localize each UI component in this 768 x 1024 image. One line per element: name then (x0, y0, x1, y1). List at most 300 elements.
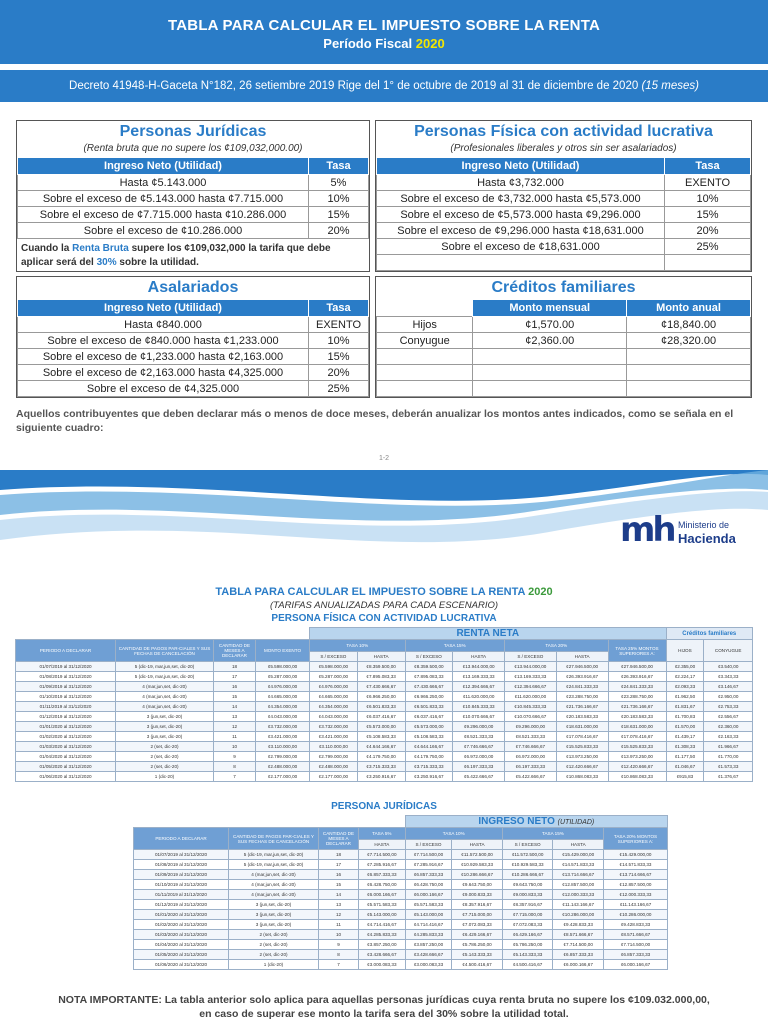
h-periodo: PERIODO A DECLARAR (134, 828, 229, 850)
table-cell: 8 (319, 950, 359, 960)
table-cell: ¢9.296.000,00 (453, 722, 505, 732)
table-cell: ¢3.715.333,33 (357, 762, 405, 772)
section-juridica-title: PERSONA JURÍDICAS (331, 801, 437, 812)
group-sub: (UTILIDAD) (557, 819, 595, 826)
table-cell: ¢24.841.333,33 (556, 682, 608, 692)
table-row (134, 940, 668, 950)
table-cell: 15 (214, 692, 256, 702)
table-cell: ¢27.946.500,00 (608, 662, 666, 672)
table-cell: ¢10.929.583,33 (452, 860, 503, 870)
table-cell: ¢2.177.000,00 (310, 772, 358, 782)
panel-title: Personas Jurídicas (119, 123, 267, 140)
empty-row (377, 349, 751, 365)
table-cell: ¢2.799.000,00 (256, 752, 310, 762)
table-cell: 01/09/2019 al 31/12/2020 (16, 682, 116, 692)
col-ingreso: Ingreso Neto (Utilidad) (377, 158, 665, 175)
table-cell: 3 (jun,set, dic-20) (116, 712, 214, 722)
juridica-annualized-table (133, 815, 668, 970)
table-row (16, 752, 753, 762)
table-cell: Sobre el exceso de ¢4,325.000 (18, 381, 309, 397)
table-cell: ¢1.439,17 (666, 732, 704, 742)
table-cell: 3 (jun,set, dic-20) (116, 732, 214, 742)
table-row (18, 381, 369, 397)
h-hasta: HASTA (452, 840, 503, 850)
table-cell: 2 (set, dic-20) (229, 940, 319, 950)
table-cell: ¢24.841.333,33 (608, 682, 666, 692)
table-cell: ¢9.643.750,00 (502, 880, 553, 890)
h-tasa20: TASA 20% MONTOS SUPERIORES A: (604, 828, 668, 850)
table-cell: ¢2,360.00 (473, 333, 627, 349)
table-row (18, 317, 369, 333)
table-cell: 4 (mar,jun,set, dic-20) (116, 682, 214, 692)
table-cell: 4 (mar,jun,set, dic-20) (229, 880, 319, 890)
spacer (16, 628, 310, 640)
table-cell: Sobre el exceso de ¢18,631.000 (377, 239, 665, 255)
table-cell: 15% (665, 207, 751, 223)
h-sexceso: S / EXCESO (405, 840, 452, 850)
table-cell: ¢9.000.833,33 (502, 890, 553, 900)
renta-neta-header: RENTA NETA (310, 628, 667, 640)
table-cell: ¢1.962,50 (666, 692, 704, 702)
asalariados-table (17, 299, 369, 397)
table-cell: ¢7.714.500,00 (405, 850, 452, 860)
table-row (16, 742, 753, 752)
annualize-paragraph: Aquellos contribuyentes que deben declarar más o menos de doce meses, deberán anualizar los montos antes indicados, como se señala en el siguiente cuadro: (16, 408, 734, 434)
panel-title: Créditos familiares (491, 279, 636, 296)
table-cell: ¢12.420.666,67 (608, 762, 666, 772)
empty-cell (377, 349, 473, 365)
table-cell: ¢15.429.000,00 (604, 850, 668, 860)
table-cell: 01/05/2020 al 31/12/2020 (134, 950, 229, 960)
table-cell: Sobre el exceso de ¢5,573.000 hasta ¢9,296.000 (377, 207, 665, 223)
table-cell: 4 (mar,jun,set, dic-20) (229, 890, 319, 900)
table-cell: ¢10.845.333,33 (453, 702, 505, 712)
col-blank (377, 300, 473, 317)
table-cell: ¢13.973.250,00 (608, 752, 666, 762)
h-tasa10: TASA 10% (405, 828, 502, 840)
table-cell: ¢1.770,00 (704, 752, 753, 762)
col-mensual: Monto mensual (473, 300, 627, 317)
table-cell: 5 (dic-19, mar,jun,set, dic-20) (116, 672, 214, 682)
table-row (134, 850, 668, 860)
table-cell: ¢1.573,33 (704, 762, 753, 772)
table-cell: ¢4.976.000,00 (310, 682, 358, 692)
table-cell: ¢11.620.000,00 (505, 692, 557, 702)
empty-cell (473, 349, 627, 365)
table-cell: ¢3.110.000,00 (310, 742, 358, 752)
col-tasa: Tasa (309, 158, 369, 175)
note-part: Cuando la (21, 243, 70, 254)
h-hijos: HIJOS (666, 640, 704, 662)
h-hasta: HASTA (357, 652, 405, 662)
empty-cell (627, 365, 751, 381)
table-cell: ¢8.359.500,00 (405, 662, 453, 672)
table-cell: ¢5.143.000,00 (359, 910, 406, 920)
table-cell: 01/12/2019 al 31/12/2020 (16, 712, 116, 722)
table-row (16, 692, 753, 702)
h-tasa15: TASA 15% (405, 640, 505, 652)
table-row (377, 317, 751, 333)
table-cell: 10 (319, 930, 359, 940)
table-cell: ¢5.598.000,00 (256, 662, 310, 672)
table-cell: 1 (dic-20) (116, 772, 214, 782)
empty-cell (473, 365, 627, 381)
table-row (134, 930, 668, 940)
fisica-annualized-table (15, 627, 753, 782)
table-cell: 12 (214, 722, 256, 732)
table-cell: ¢7.746.666,67 (505, 742, 557, 752)
table-cell: ¢6.857.333,33 (359, 870, 406, 880)
table-cell: 20% (309, 223, 369, 239)
panel-asalariados (16, 276, 370, 398)
table-cell: EXENTO (309, 317, 369, 333)
table-row (18, 223, 369, 239)
logo-line2: Hacienda (678, 531, 736, 546)
table-cell: 3 (jun,set, dic-20) (229, 910, 319, 920)
table-cell: ¢5.143.333,33 (502, 950, 553, 960)
table-cell: ¢11.143.166,67 (604, 900, 668, 910)
table-cell: 10 (214, 742, 256, 752)
table-row (16, 672, 753, 682)
table-cell: ¢3.732.000,00 (256, 722, 310, 732)
table-cell: ¢4.043.000,00 (256, 712, 310, 722)
table-cell: 9 (214, 752, 256, 762)
panel-title: Personas Física con actividad lucrativa (414, 123, 713, 140)
panel-subtitle: (Renta bruta que no supere los ¢109,032,000.00) (83, 143, 303, 154)
table-cell: ¢20.183.583,33 (556, 712, 608, 722)
table-cell: ¢6.972.000,00 (453, 752, 505, 762)
h-cantidad: CANTIDAD DE PAGOS PAR-CIALES Y SUS FECHAS DE CANCELACIÓN (116, 640, 214, 662)
table-cell: EXENTO (665, 175, 751, 191)
table-cell: ¢7.714.500,00 (604, 940, 668, 950)
table-cell: 2 (set, dic-20) (116, 762, 214, 772)
table-cell: ¢4.043.000,00 (310, 712, 358, 722)
h-hasta: HASTA (556, 652, 608, 662)
table-cell: ¢8.521.333,33 (505, 732, 557, 742)
table-cell: ¢13.973.250,00 (556, 752, 608, 762)
table-cell: 01/07/2019 al 31/12/2020 (16, 662, 116, 672)
table-cell: ¢12.857.500,00 (604, 880, 668, 890)
table-cell: ¢7.072.083,33 (502, 920, 553, 930)
table-cell: ¢6.197.333,33 (453, 762, 505, 772)
table-cell: 16 (214, 682, 256, 692)
table-cell: ¢12.857.500,00 (553, 880, 604, 890)
table-cell: ¢2.224,17 (666, 672, 704, 682)
empty-cell (377, 255, 665, 271)
logo-mark: mh (620, 510, 674, 550)
table-row (134, 920, 668, 930)
table-cell: ¢10.070.666,67 (505, 712, 557, 722)
table-cell: ¢6.000.166,67 (405, 890, 452, 900)
table-cell: ¢3.250.916,67 (405, 772, 453, 782)
table-cell: 2 (set, dic-20) (229, 930, 319, 940)
table-cell: ¢6.501.833,33 (357, 702, 405, 712)
fiscal-period (0, 36, 768, 51)
table-cell: 01/01/2020 al 31/12/2020 (16, 722, 116, 732)
table-cell: 4 (mar,jun,set, dic-20) (116, 692, 214, 702)
table-row (134, 860, 668, 870)
table-cell: 01/03/2020 al 31/12/2020 (16, 742, 116, 752)
table-cell: ¢4.714.416,67 (405, 920, 452, 930)
col-anual: Monto anual (627, 300, 751, 317)
table-cell: 01/08/2019 al 31/12/2020 (134, 860, 229, 870)
table-row (16, 732, 753, 742)
table-cell: ¢5.573.000,00 (405, 722, 453, 732)
table-cell: 2 (set, dic-20) (116, 752, 214, 762)
table-cell: ¢4.644.166,67 (405, 742, 453, 752)
h-sexceso: S / EXCESO (502, 840, 553, 850)
empty-cell (473, 381, 627, 397)
table-cell: 17 (319, 860, 359, 870)
table-cell: 3 (jun,set, dic-20) (116, 722, 214, 732)
table-cell: 13 (214, 712, 256, 722)
table-cell: 5 (dic-19, mar,jun,set, dic-20) (229, 850, 319, 860)
table-cell: ¢6.966.250,00 (405, 692, 453, 702)
fisica-table (376, 157, 751, 271)
table-cell: 01/04/2020 al 31/12/2020 (134, 940, 229, 950)
table-row (16, 662, 753, 672)
table-cell: ¢12.420.666,67 (556, 762, 608, 772)
table-cell: 01/02/2020 al 31/12/2020 (134, 920, 229, 930)
h-tasa15: TASA 15% (502, 828, 603, 840)
empty-cell (627, 349, 751, 365)
table-cell: 18 (214, 662, 256, 672)
table-cell: ¢1.570,00 (666, 722, 704, 732)
table-cell: ¢4.665.000,00 (256, 692, 310, 702)
table-cell: 25% (665, 239, 751, 255)
table-cell: 01/09/2019 al 31/12/2020 (134, 870, 229, 880)
panel-creditos-familiares (375, 276, 752, 398)
table-cell: ¢10.868.083,33 (608, 772, 666, 782)
table-cell: 16 (319, 870, 359, 880)
table-cell: ¢6.857.333,33 (604, 950, 668, 960)
table-row (134, 960, 668, 970)
table-cell: 01/06/2020 al 31/12/2020 (134, 960, 229, 970)
table2-subtitle: (TARIFAS ANUALIZADAS PARA CADA ESCENARIO) (269, 600, 499, 611)
table-cell: 01/08/2019 al 31/12/2020 (16, 672, 116, 682)
table2-year: 2020 (528, 586, 553, 598)
empty-cell (627, 381, 751, 397)
table-cell: ¢3.000.083,33 (405, 960, 452, 970)
h-sexceso: S / EXCESO (405, 652, 453, 662)
table-cell: ¢5.573.000,00 (357, 722, 405, 732)
table-cell: Sobre el exceso de ¢9,296.000 hasta ¢18,631.000 (377, 223, 665, 239)
period-label: Período Fiscal (323, 36, 413, 51)
table-cell: ¢5.287.000,00 (256, 672, 310, 682)
table-cell: ¢3.250.916,67 (357, 772, 405, 782)
table-cell: 01/11/2019 al 31/12/2020 (16, 702, 116, 712)
empty-row (377, 255, 751, 271)
table-cell: ¢4.644.166,67 (357, 742, 405, 752)
table-cell: ¢5.143.000,00 (405, 910, 452, 920)
note-part: sobre la utilidad. (119, 257, 199, 268)
table-cell: ¢4.500.416,67 (502, 960, 553, 970)
table-cell: ¢18.631.000,00 (556, 722, 608, 732)
table-row (134, 880, 668, 890)
table-cell: ¢23.288.750,00 (556, 692, 608, 702)
table-cell: ¢2.177.000,00 (256, 772, 310, 782)
creditos-header: Créditos familiares (666, 628, 753, 640)
table-cell: 25% (309, 381, 369, 397)
section-fisica-title: PERSONA FÍSICA CON ACTIVIDAD LUCRATIVA (271, 613, 497, 624)
table-cell: ¢23.288.750,00 (608, 692, 666, 702)
table-cell: ¢4.285.833,33 (359, 930, 406, 940)
table-cell: Sobre el exceso de ¢3,732.000 hasta ¢5,573.000 (377, 191, 665, 207)
table-row (18, 175, 369, 191)
page-number: 1-2 (378, 455, 390, 462)
table-cell: Hijos (377, 317, 473, 333)
table-cell: 3 (jun,set, dic-20) (229, 920, 319, 930)
decree-text: Decreto 41948-H-Gaceta N°182, 26 setiembre 2019 Rige del 1° de octubre de 2019 al 31 de diciembre de 2020 (69, 80, 639, 92)
period-year: 2020 (415, 36, 445, 51)
table-cell: ¢1.308,33 (666, 742, 704, 752)
table-cell: ¢10.286.000,00 (604, 910, 668, 920)
table-cell: ¢13.714.666,67 (604, 870, 668, 880)
table-cell: ¢3.857.250,00 (405, 940, 452, 950)
empty-cell (665, 255, 751, 271)
h-sexceso: S / EXCESO (505, 652, 557, 662)
table-row (16, 772, 753, 782)
table-cell: ¢4.500.416,67 (452, 960, 503, 970)
table-cell: ¢1.046,67 (666, 762, 704, 772)
table-cell: ¢4.179.750,00 (357, 752, 405, 762)
col-ingreso: Ingreso Neto (Utilidad) (18, 158, 309, 175)
table-cell: ¢1.376,67 (704, 772, 753, 782)
table-cell: 20% (665, 223, 751, 239)
table-cell: ¢9.428.833,33 (553, 920, 604, 930)
table-cell: ¢14.571.833,33 (604, 860, 668, 870)
table-cell: ¢6.037.416,67 (405, 712, 453, 722)
table-cell: 7 (319, 960, 359, 970)
table-cell: ¢8.357.916,67 (502, 900, 553, 910)
table-cell: Sobre el exceso de ¢1,233.000 hasta ¢2,163.000 (18, 349, 309, 365)
table-cell: Hasta ¢840.000 (18, 317, 309, 333)
table-cell: ¢13.944.000,00 (453, 662, 505, 672)
table-row (377, 223, 751, 239)
table-cell: 5 (dic-19, mar,jun,set, dic-20) (229, 860, 319, 870)
col-tasa: Tasa (309, 300, 369, 317)
table-cell: ¢7.072.083,33 (452, 920, 503, 930)
table-cell: ¢10.929.583,33 (502, 860, 553, 870)
juridicas-table (17, 157, 369, 239)
table-cell: ¢10.868.083,33 (556, 772, 608, 782)
h-meses: CANTIDAD DE MESES A DECLARAR (319, 828, 359, 850)
table-cell: ¢12.394.666,67 (505, 682, 557, 692)
h-periodo: PERIODO A DECLARAR (16, 640, 116, 662)
table-cell: ¢3.343,33 (704, 672, 753, 682)
table-cell: ¢7.430.666,67 (357, 682, 405, 692)
table-cell: ¢4.354.000,00 (310, 702, 358, 712)
table-cell: ¢2.488.000,00 (256, 762, 310, 772)
table-cell: ¢6.857.333,33 (405, 870, 452, 880)
h-cantidad: CANTIDAD DE PAGOS PAR-CIALES Y SUS FECHAS DE CANCELACIÓN (229, 828, 319, 850)
table-row (16, 682, 753, 692)
table-cell: 14 (214, 702, 256, 712)
table-cell: ¢10.070.666,67 (453, 712, 505, 722)
table-row (134, 950, 668, 960)
table-row (18, 365, 369, 381)
table-cell: ¢10.286.666,67 (452, 870, 503, 880)
table-cell: ¢7.430.666,67 (405, 682, 453, 692)
table-cell: 15% (309, 207, 369, 223)
table-cell: 3 (jun,set, dic-20) (229, 900, 319, 910)
table-cell: ¢6.197.333,33 (505, 762, 557, 772)
table-cell: 9 (319, 940, 359, 950)
table-cell: ¢8.571.666,67 (604, 930, 668, 940)
table-cell: 13 (319, 900, 359, 910)
panel-title: Asalariados (147, 279, 239, 296)
table-cell: ¢13.944.000,00 (505, 662, 557, 672)
table-cell: ¢21.736.166,67 (556, 702, 608, 712)
table-cell: ¢10.845.333,33 (505, 702, 557, 712)
table-cell: ¢2.355,00 (666, 662, 704, 672)
table-cell: ¢6.000.166,67 (553, 960, 604, 970)
table-cell: 18 (319, 850, 359, 860)
h-meses: CANTIDAD DE MESES A DECLARAR (214, 640, 256, 662)
table-cell: 5% (309, 175, 369, 191)
table-cell: 4 (mar,jun,set, dic-20) (116, 702, 214, 712)
table-cell: ¢2.163,33 (704, 732, 753, 742)
table-cell: 01/12/2019 al 31/12/2020 (134, 900, 229, 910)
table-cell: ¢5.422.666,67 (505, 772, 557, 782)
table-cell: ¢6.501.833,33 (405, 702, 453, 712)
panel-subtitle: (Profesionales liberales y otros sin ser asalariados) (450, 143, 677, 154)
table-cell: ¢26.393.916,67 (556, 672, 608, 682)
table-cell: ¢8.521.333,33 (453, 732, 505, 742)
col-tasa: Tasa (665, 158, 751, 175)
table-cell: 14 (319, 890, 359, 900)
table-cell: 01/03/2020 al 31/12/2020 (134, 930, 229, 940)
table-cell: ¢7.895.083,33 (405, 672, 453, 682)
table-cell: ¢3.428.666,67 (359, 950, 406, 960)
h-sexceso: S / EXCESO (310, 652, 358, 662)
table-cell: ¢3.715.333,33 (405, 762, 453, 772)
table2-title (0, 586, 768, 598)
empty-cell (377, 365, 473, 381)
h-hasta: HASTA (553, 840, 604, 850)
table-cell: Sobre el exceso de ¢7.715.000 hasta ¢10.286.000 (18, 207, 309, 223)
note-line1: NOTA IMPORTANTE: La tabla anterior solo aplica para aquellas personas jurídicas cuya renta bruta no supere los ¢109.032.000,00, (58, 994, 710, 1006)
table-cell: ¢6.429.166,67 (452, 930, 503, 940)
table-cell: Hasta ¢5.143.000 (18, 175, 309, 191)
table-cell: ¢11.572.500,00 (452, 850, 503, 860)
table-cell: 2 (set, dic-20) (116, 742, 214, 752)
juridicas-note (17, 239, 369, 273)
table-cell: ¢3.000.083,33 (359, 960, 406, 970)
table-cell: 5 (dic-19, mar,jun,set, dic-20) (116, 662, 214, 672)
table-cell: ¢10.286.666,67 (502, 870, 553, 880)
table-row (16, 722, 753, 732)
table-cell: ¢7.714.500,00 (359, 850, 406, 860)
table-row (18, 191, 369, 207)
table-cell: ¢3.540,00 (704, 662, 753, 672)
table-cell: ¢11.143.166,67 (553, 900, 604, 910)
h-tasa10: TASA 10% (310, 640, 406, 652)
table-cell: ¢4.179.750,00 (405, 752, 453, 762)
table-row (377, 191, 751, 207)
table-cell: ¢7.285.916,67 (405, 860, 452, 870)
table-cell: ¢21.736.166,67 (608, 702, 666, 712)
table-cell: ¢2.360,00 (704, 722, 753, 732)
page-title: TABLA PARA CALCULAR EL IMPUESTO SOBRE LA RENTA (168, 17, 600, 34)
table-cell: 15% (309, 349, 369, 365)
table-row (377, 175, 751, 191)
table-cell: ¢2.093,33 (666, 682, 704, 692)
table-cell: ¢5.143.333,33 (452, 950, 503, 960)
table-cell: 01/10/2019 al 31/12/2020 (134, 880, 229, 890)
table-cell: ¢4.976.000,00 (256, 682, 310, 692)
table-row (377, 333, 751, 349)
